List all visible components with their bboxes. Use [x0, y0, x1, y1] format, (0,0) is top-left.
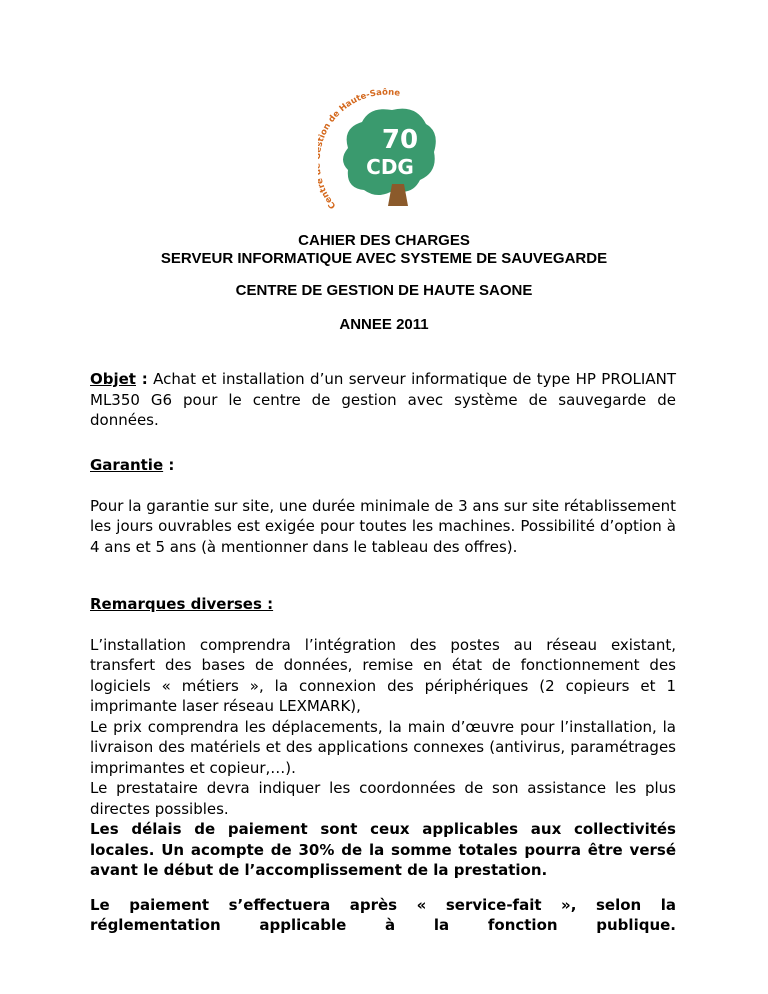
title-line-4: ANNEE 2011 [339, 316, 429, 333]
cdg-logo-graphic [318, 88, 458, 216]
objet-colon: : [135, 370, 148, 388]
garantie-section [90, 455, 676, 557]
remarques-paragraph-4: Les délais de paiement sont ceux applicables aux collectivités locales. Un acompte de 30% de la somme totales pourra être versé avant le début de l’accomplissement de la prestation. [90, 820, 676, 879]
remarques-paragraph-1: L’installation comprendra l’intégration des postes au réseau existant, transfert des bases de données, remise en état de fonctionnement des logiciels « métiers », la connexion des périphériques (2 copieurs et 1 imprimante laser réseau LEXMARK), [90, 635, 676, 715]
objet-text: Achat et installation d’un serveur informatique de type HP PROLIANT ML350 G6 pour le centre de gestion avec système de sauvegarde de données. [90, 370, 676, 429]
title-line-2: SERVEUR INFORMATIQUE AVEC SYSTEME DE SAUVEGARDE [160, 250, 608, 267]
objet-label: Objet [90, 370, 136, 388]
remarques-label: Remarques diverses : [90, 595, 274, 613]
garantie-colon: : [163, 456, 175, 474]
logo-letters: CDG [366, 155, 414, 179]
objet-section [90, 369, 676, 431]
remarques-paragraph-5-line-2: réglementation applicable à la fonction publique. [90, 916, 676, 934]
remarques-paragraph-5-line-1: Le paiement s’effectuera après « service-fait », selon la [90, 895, 676, 914]
garantie-text: Pour la garantie sur site, une durée minimale de 3 ans sur site rétablissement les jours ouvrables est exigée pour toutes les machines. Possibilité d’option à 4 ans et 5 ans (à mentionner dans le tableau des offres). [90, 496, 676, 556]
remarques-paragraph-3: Le prestataire devra indiquer les coordonnées de son assistance les plus directes possibles. [90, 779, 676, 818]
remarques-section [90, 594, 676, 936]
garantie-label: Garantie [90, 456, 164, 474]
logo-arc-text: Cent ion de Haute-Saône [318, 88, 401, 211]
remarques-paragraph-2: Le prix comprendra les déplacements, la main d’œuvre pour l’installation, la livraison des matériels et des applications connexes (antivirus, paramétrages imprimantes et copieur,…). [90, 717, 676, 777]
title-line-1: CAHIER DES CHARGES [298, 232, 470, 249]
logo-number: 70 [381, 125, 419, 155]
title-line-3: CENTRE DE GESTION DE HAUTE SAONE [235, 282, 533, 299]
cdg-logo [318, 88, 458, 216]
